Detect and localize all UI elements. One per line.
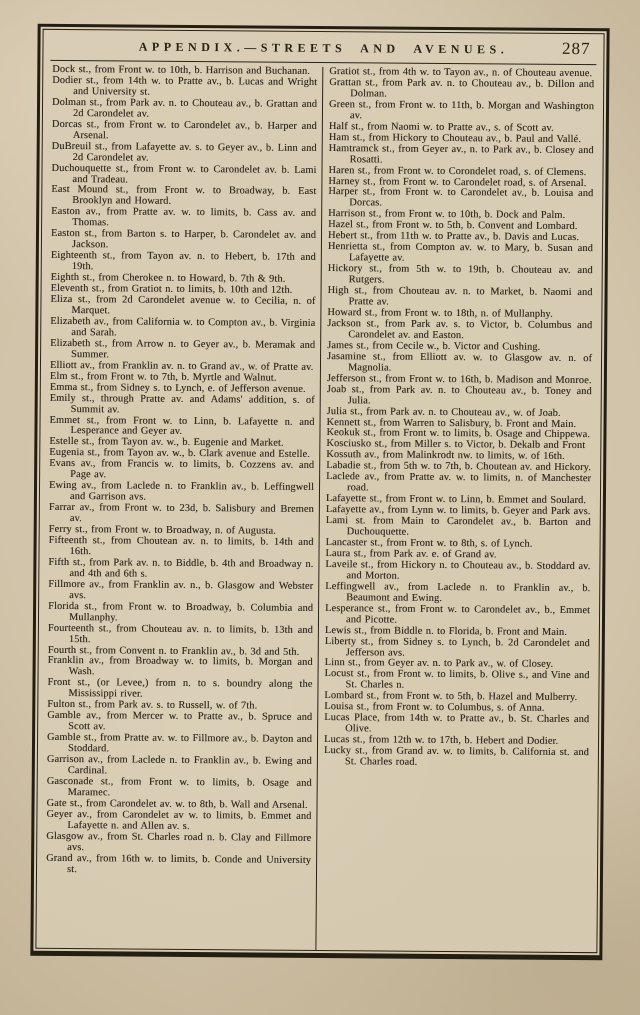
street-entry: Kennett st., from Warren to Salisbury, b. Front and Main.	[326, 416, 577, 430]
street-entry: Harney st., from Front w. to Carondelet road, s. of Arsenal.	[328, 175, 587, 189]
street-entry: East Mound st., from Front w. to Broadway, b. East Brooklyn and Howard.	[51, 184, 317, 208]
street-entry: Gamble st., from Pratte av. w. to Fillmore av., b. Dayton and Stoddard.	[47, 732, 313, 755]
street-entry: Eleventh st., from Gratiot n. to limits, b. 10th and 12th.	[50, 282, 293, 296]
page-frame	[30, 24, 609, 960]
street-entry: Emmet st., from Front w. to Linn, b. Lafayette n. and Lesperance and Geyer av.	[49, 414, 315, 438]
street-entry: Lucas st., from 12th w. to 17th, b. Hebert and Dodier.	[324, 734, 559, 748]
street-entry: Lami st. from Main to Carondelet av., b. Barton and Duchouquette.	[325, 515, 591, 538]
street-entry: Elliott av., from Franklin av. n. to Grand av., w. of Pratte av.	[49, 359, 314, 373]
street-entry: James st., from Cecile w., b. Victor and Cushing.	[327, 339, 541, 353]
street-entry: Dock st., from Front w. to 10th, b. Harrison and Buchanan.	[52, 63, 311, 77]
page-header	[50, 34, 596, 64]
street-entry: Labadie st., from 5th w. to 7th, b. Choutean av. and Hickory.	[326, 460, 592, 474]
street-entry: Duchouquette st., from Front w. to Carondelet av. b. Lami and Tradeau.	[51, 162, 317, 186]
street-entry: Gamble av., from Mercer w. to Pratte av., b. Spruce and Scott av.	[47, 710, 313, 733]
street-entry: Howard st., from Front w. to 18th, n. of Mullanphy.	[327, 307, 553, 320]
street-entry: Keokuk st., from Front w. to limits, b. Osage and Chippewa.	[326, 427, 591, 441]
street-entry: Henrietta st., from Compton av. w. to Mary, b. Susan and Lafayette av.	[327, 241, 593, 264]
street-entry: Florida st., from Front w. to Broadway, b. Columbia and Mullanphy.	[48, 600, 314, 624]
street-entry: Grattan st., from Park av. n. to Chouteau av., b. Dillon and Dolman.	[329, 77, 595, 100]
street-entry: Hamtramck st., from Geyer av., n. to Park av., b. Closey and Rosatti.	[328, 142, 594, 166]
street-entry: Farrar av., from Front w. to 23d, b. Salisbury and Bremen av.	[48, 501, 314, 525]
street-entry: Louisa st., from Front w. to Columbus, s. of Anna.	[324, 701, 545, 715]
street-entry: Liberty st., from Sidney s. to Lynch, b. 2d Carondelet and Jefferson avs.	[324, 635, 590, 659]
street-entry: High st., from Chouteau av. n. to Market, b. Naomi and Pratte av.	[327, 285, 593, 308]
page-header-title: APPENDIX.—STREETS AND AVENUES.	[138, 39, 509, 57]
street-entry: Easton av., from Pratte av. w. to limits, b. Cass av. and Thomas.	[51, 206, 317, 229]
street-entry: Fifteenth st., from Choutean av. n. to limits, b. 14th and 16th.	[48, 534, 314, 558]
street-entry: Fourteenth st., from Chouteau av. n. to limits, b. 13th and 15th.	[47, 622, 313, 645]
street-entry: Easton st., from Barton s. to Harper, b. Carondelet av. and Jackson.	[50, 228, 317, 251]
street-entry: Eugenia st., from Tayon av. w., b. Clark avenue and Estelle.	[49, 447, 311, 461]
street-entry: Fourth st., from Convent n. to Franklin av., b. 3d and 5th.	[47, 644, 300, 658]
street-entry: Lucas Place, from 14th w. to Pratte av., b. St. Charles and Olive.	[324, 712, 590, 735]
street-entry: Franklin av., from Broadway w. to limits, b. Morgan and Wash.	[47, 655, 313, 678]
street-entry: Ewing av., from Laclede n. to Franklin av., b. Leffingwell and Garrison avs.	[48, 480, 315, 503]
street-entry: Front st., (or Levee,) from n. to s. boundry along the Mississippi river.	[47, 677, 313, 700]
street-entry: Gate st., from Carondelet av. w. to 8th, b. Wall and Arsenal.	[46, 797, 308, 811]
street-entry: Gratiot st., from 4th w. to Tayon av., n. of Chouteau avenue.	[329, 66, 593, 80]
street-entry: Lucky st., from Grand av. w. to limits, b. California st. and St. Charles road.	[323, 745, 590, 768]
street-entry: Fillmore av., from Franklin av. n., b. Glasgow and Webster avs.	[48, 578, 314, 601]
street-entry: Eighth st., from Cherokee n. to Howard, b. 7th & 9th.	[50, 271, 286, 285]
street-entry: Leffingwell av., from Laclede n. to Franklin av., b. Beaumont and Ewing.	[325, 580, 591, 604]
page-number: 287	[561, 38, 591, 59]
street-entry: Harrison st., from Front w. to 10th, b. Dock and Palm.	[328, 208, 566, 222]
street-entry: Laura st., from Park av. e. of Grand av.	[325, 547, 497, 561]
street-entry: Linn st., from Geyer av. n. to Park av., w. of Closey.	[324, 657, 554, 671]
street-entry: Lombard st., from Front w. to 5th, b. Hazel and Mulberry.	[324, 690, 578, 704]
street-entry: Geyer av., from Carondelet av w. to limits, b. Emmet and Lafayette n. and Allen av. s.	[46, 808, 312, 832]
street-entry: Julia st., from Park av. n. to Chouteau av., w. of Joab.	[326, 405, 561, 419]
street-entry: Fifth st., from Park av. n. to Biddle, b. 4th and Broadway n. and 4th and 6th s.	[48, 556, 314, 580]
street-entry: Emma st., from Sidney s. to Lynch, e. of Jefferson avenue.	[49, 381, 306, 395]
street-entry: Dolman st., from Park av. n. to Chouteau av., b. Grattan and 2d Carondelet av.	[52, 96, 318, 120]
street-entry: Emily st., through Pratte av. and Adams' addition, s. of Summit av.	[49, 392, 315, 415]
page-frame-inner	[35, 29, 604, 953]
street-entry: Dodier st., from 14th w. to Pratte av., b. Lucas and Wright and University st.	[52, 74, 318, 98]
street-entry: Hebert st., from 11th w. to Pratte av., b. Davis and Lucas.	[327, 230, 580, 244]
street-entry: Gasconade st., from Front w. to limits, b. Osage and Maramec.	[46, 775, 312, 799]
street-entry: Jefferson st., from Front w. to 16th, b. Madison and Monroe.	[326, 372, 592, 386]
street-entry: Elm st., from Front w. to 7th, b. Myrtle and Walnut.	[49, 370, 277, 384]
street-entry: Lancaster st., from Front w. to 8th, s. of Lynch.	[325, 537, 533, 550]
street-entry: Hazel st., from Front w. to 5th, b. Convent and Lombard.	[328, 219, 578, 233]
street-entry: Lesperance st., from Front w. to Carondelet av., b., Emmet and Picotte.	[325, 602, 591, 626]
street-entry: Joab st., from Park av. n. to Chouteau av., b. Toney and Julia.	[326, 383, 592, 406]
street-entry: Estelle st., from Tayon av. w., b. Eugenie and Market.	[49, 436, 284, 450]
street-entry: Laveile st., from Hickory n. to Chouteau av., b. Stoddard av. and Morton.	[325, 558, 591, 582]
street-entry: Eliza st., from 2d Carondelet avenue w. to Cecilia, n. of Marquet.	[50, 293, 316, 317]
street-entry: Laclede av., from Pratte av. w. to limits, n. of Manchester road.	[326, 471, 592, 494]
street-entry: Elizabeth av., from California w. to Compton av., b. Virginia and Sarah.	[50, 315, 316, 339]
street-entry: Jackson st., from Park av. s. to Victor, b. Columbus and Carondelet av. and Easton.	[327, 317, 593, 342]
street-entry: Kosciusko st., from Miller s. to Victor, b. Dekalb and Front	[326, 438, 586, 452]
street-entry: Lafayette av., from Lynn w. to limits, b. Geyer and Park avs.	[325, 504, 591, 518]
street-entry: Eighteenth st., from Tayon av. n. to Hebert, b. 17th and 19th.	[50, 250, 316, 273]
street-list-right	[317, 67, 596, 952]
street-entry: Green st., from Front w. to 11th, b. Morgan and Washington av.	[329, 98, 595, 122]
street-entry: Half st., from Naomi w. to Pratte av., s. of Scott av.	[328, 120, 554, 134]
street-entry: Elizabeth st., from Arrow n. to Geyer av., b. Meramak and Summer.	[50, 337, 316, 361]
street-list-left	[43, 65, 321, 950]
street-entry: Ferry st., from Front w. to Broadway, n. of Augusta.	[48, 523, 276, 537]
street-entry: Lewis st., from Biddle n. to Florida, b. Front and Main.	[324, 624, 568, 638]
street-columns	[43, 63, 596, 952]
street-entry: Locust st., from Front w. to limits, b. Olive s., and Vine and St. Charles n.	[324, 668, 590, 692]
street-entry: Hickory st., from 5th w. to 19th, b. Chouteau av. and Rutgers.	[327, 263, 593, 286]
street-entry: Jasamine st., from Elliott av. w. to Glasgow av. n. of Magnolia.	[327, 350, 593, 374]
street-entry: Dorcas st., from Front w. to Carondelet av., b. Harper and Arsenal.	[51, 118, 317, 142]
street-entry: Evans av., from Francis w. to limits, b. Cozzens av. and Page av.	[49, 458, 315, 481]
street-entry: Fulton st., from Park av. s. to Russell, w. of 7th.	[47, 699, 258, 712]
street-entry: Lafayette st., from Front w. to Linn, b. Emmet and Soulard.	[325, 493, 587, 507]
street-entry: Haren st., from Front w. to Corondelet road, s. of Clemens.	[328, 164, 587, 178]
street-entry: Garrison av., from Laclede n. to Franklin av., b. Ewing and Cardinal.	[46, 753, 312, 777]
street-entry: DuBreuil st., from Lafayette av. s. to Geyer av., b. Linn and 2d Carondelet av.	[51, 140, 317, 164]
street-entry: Grand av., from 16th w. to limits, b. Conde and University st.	[46, 852, 312, 875]
street-entry: Ham st., from Hickory to Chouteau av., b. Paul and Vallé.	[328, 131, 582, 145]
street-entry: Kossuth av., from Malinkrodt nw. to limits, w. of 16th.	[326, 449, 565, 463]
street-entry: Harper st., from Front w. to Carondelet av., b. Louisa and Dorcas.	[328, 186, 594, 209]
street-entry: Glasgow av., from St. Charles road n. b. Clay and Fillmore avs.	[46, 830, 312, 853]
